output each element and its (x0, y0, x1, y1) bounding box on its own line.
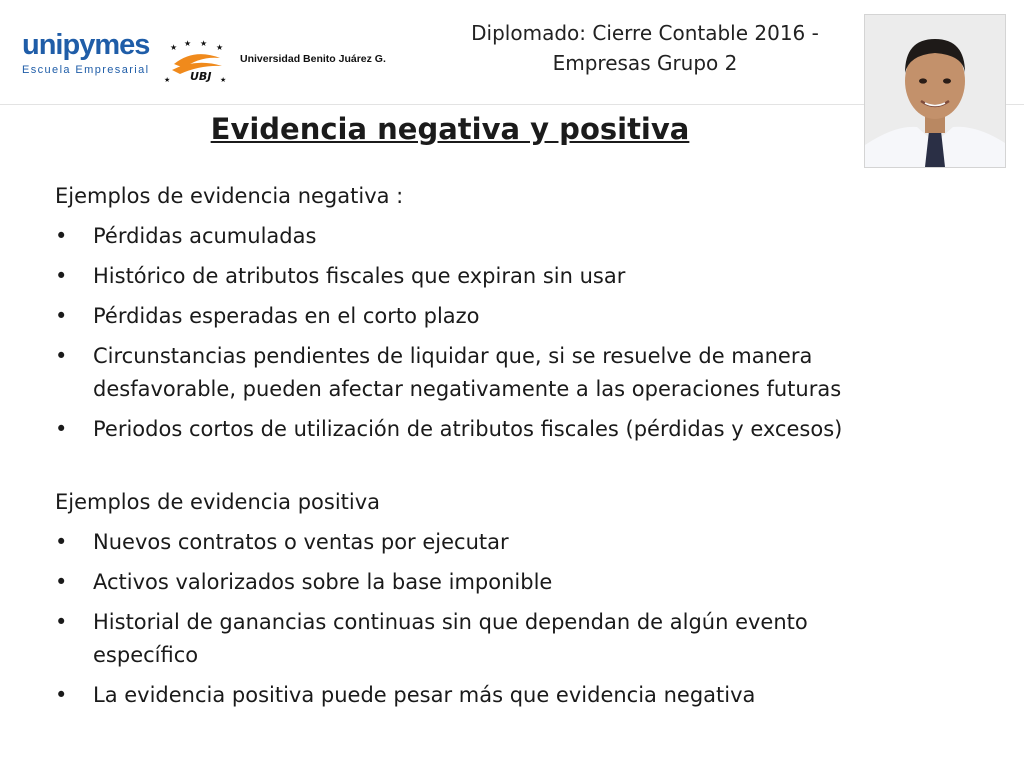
bullet-icon: • (55, 570, 68, 594)
course-title (430, 18, 860, 78)
bullet-icon: • (55, 304, 68, 328)
bullet-icon: • (55, 530, 68, 554)
bullet-icon: • (55, 264, 68, 288)
list-item (55, 526, 915, 559)
list-item (55, 220, 915, 253)
bullet-icon: • (55, 417, 68, 441)
section-spacer (55, 453, 915, 486)
list-item-text: Nuevos contratos o ventas por ejecutar (93, 530, 509, 554)
list-item-text: Activos valorizados sobre la base imponible (93, 570, 553, 594)
svg-text:★: ★ (170, 43, 178, 52)
course-title-line-1: Diplomado: Cierre Contable 2016 - (471, 21, 819, 45)
list-item (55, 300, 915, 333)
list-item (55, 566, 915, 599)
list-item (55, 413, 915, 446)
list-item (55, 340, 915, 406)
svg-text:★: ★ (184, 39, 192, 48)
list-item (55, 679, 915, 712)
svg-text:★: ★ (164, 76, 171, 84)
svg-text:★: ★ (216, 43, 224, 52)
unipymes-brand-text: unipymes (22, 29, 150, 61)
list-item-text: Histórico de atributos fiscales que expiran sin usar (93, 264, 626, 288)
bullet-icon: • (55, 683, 68, 707)
positive-evidence-heading: Ejemplos de evidencia positiva (55, 490, 381, 514)
ubj-monogram: UBJ (190, 70, 212, 83)
list-item-text: La evidencia positiva puede pesar más que evidencia negativa (93, 683, 756, 707)
list-item-text: Pérdidas esperadas en el corto plazo (93, 304, 480, 328)
unipymes-logo-icon (22, 30, 152, 82)
unipymes-tagline: Escuela Empresarial (22, 64, 150, 76)
svg-text:★: ★ (220, 76, 227, 84)
negative-evidence-list (55, 220, 915, 446)
slide-title: Evidencia negativa y positiva (210, 112, 690, 146)
bullet-icon: • (55, 610, 68, 634)
bullet-icon: • (55, 344, 68, 368)
university-name: Universidad Benito Juárez G. (240, 53, 386, 65)
list-item (55, 260, 915, 293)
svg-text:★: ★ (200, 39, 208, 48)
bullet-icon: • (55, 224, 68, 248)
list-item (55, 606, 915, 672)
list-item-text: Periodos cortos de utilización de atributos fiscales (pérdidas y excesos) (93, 417, 843, 441)
negative-evidence-heading: Ejemplos de evidencia negativa : (55, 184, 404, 208)
list-item-text: Pérdidas acumuladas (93, 224, 317, 248)
ubj-crest-icon (160, 38, 230, 84)
slide-content (55, 180, 915, 719)
list-item-text: Historial de ganancias continuas sin que dependan de algún evento específico (93, 610, 808, 667)
list-item-text: Circunstancias pendientes de liquidar que, si se resuelve de manera desfavorable, pueden afectar negativamente a las operaciones futuras (93, 344, 842, 401)
positive-evidence-list (55, 526, 915, 712)
course-title-line-2: Empresas Grupo 2 (552, 51, 738, 75)
